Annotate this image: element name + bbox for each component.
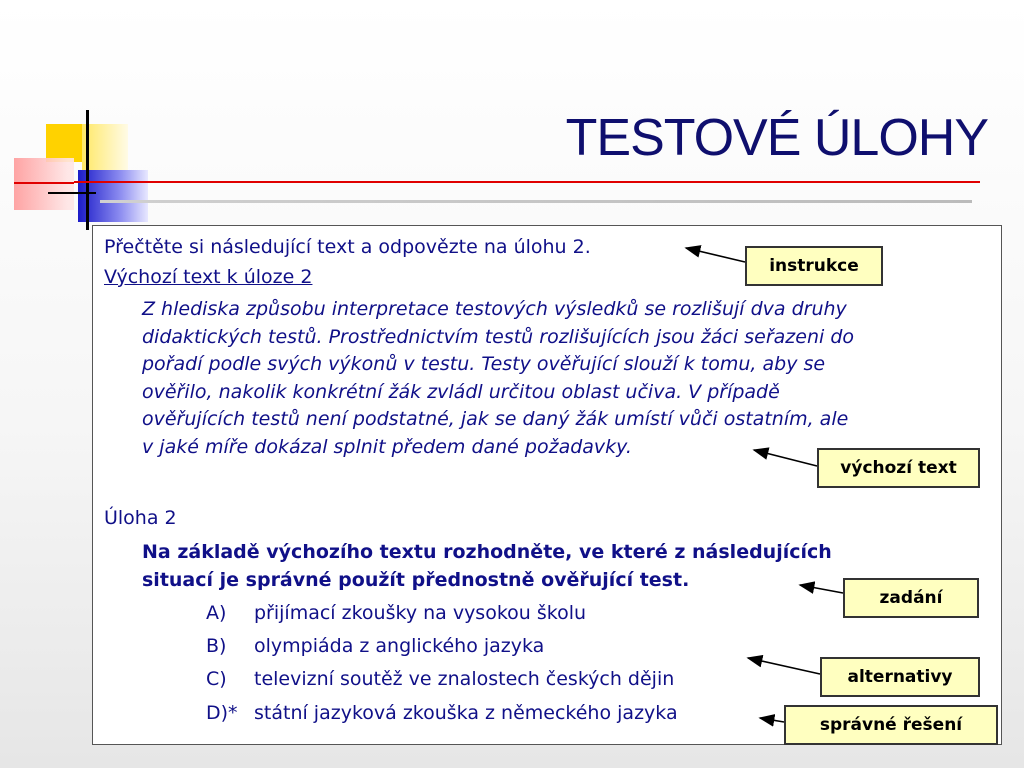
option-b [206,635,544,657]
label-task: zadání [843,578,979,618]
option-d [206,702,678,724]
option-text: olympiáda z anglického jazyka [254,635,545,657]
task-text [142,538,832,594]
task-line: Na základě výchozího textu rozhodněte, ve které z následujících [142,541,832,563]
source-heading: Výchozí text k úloze 2 [104,266,313,288]
source-line: ověřujících testů není podstatné, jak se daný žák umístí vůči ostatním, ale [142,408,849,430]
slide-title: TESTOVÉ ÚLOHY [565,109,988,167]
logo-yellow-square [46,124,82,162]
logo-black-line [48,192,96,194]
option-letter: C) [206,668,227,690]
logo-vertical-line [86,110,89,230]
option-a [206,602,586,624]
source-line: pořadí podle svých výkonů v testu. Testy ověřující slouží k tomu, aby se [142,353,826,375]
title-shadow-line [100,200,972,203]
option-c [206,668,674,690]
logo-red-line [14,182,74,184]
logo-red-square [14,158,74,210]
option-text: přijímací zkoušky na vysokou školu [254,602,587,624]
option-letter: A) [206,602,227,624]
label-instruction: instrukce [745,246,883,286]
option-letter: D)* [206,702,238,724]
label-alternatives: alternativy [820,657,980,697]
label-correct-answer: správné řešení [784,705,998,745]
option-letter: B) [206,635,227,657]
source-line: v jaké míře dokázal splnit předem dané požadavky. [142,435,632,458]
source-text [142,296,992,461]
option-text: televizní soutěž ve znalostech českých dějin [254,668,675,690]
source-line: didaktických testů. Prostřednictvím testů rozlišujících jsou žáci seřazeni do [142,325,854,348]
task-line: situací je správné použít přednostně ověřující test. [142,569,690,591]
task-heading: Úloha 2 [104,507,177,529]
label-source-text: výchozí text [817,448,980,488]
option-text: státní jazyková zkouška z německého jazyka [254,702,678,724]
instruction-text: Přečtěte si následující text a odpovězte na úlohu 2. [104,236,591,258]
source-line: Z hlediska způsobu interpretace testových výsledků se rozlišují dva druhy [142,298,847,320]
title-underline [74,181,980,183]
source-line: ověřilo, nakolik konkrétní žák zvládl určitou oblast učiva. V případě [142,380,780,403]
